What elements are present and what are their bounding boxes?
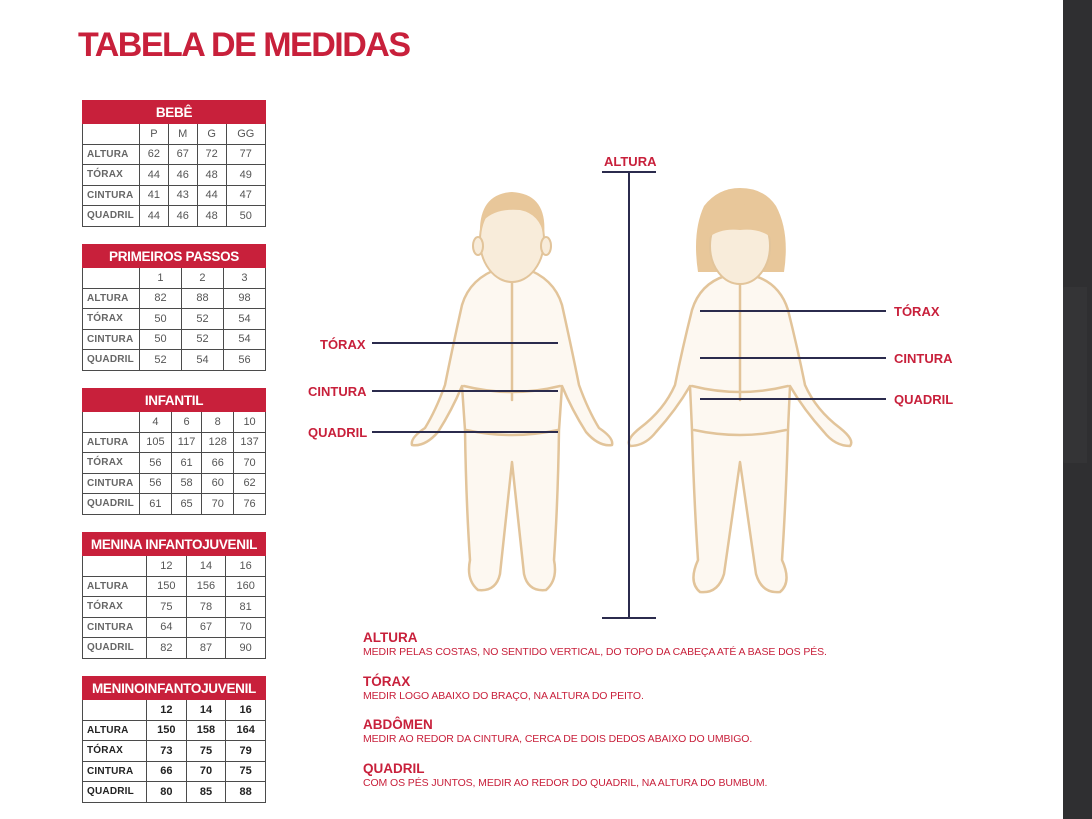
blank-cell <box>83 556 147 577</box>
table-row <box>83 720 266 741</box>
table-row <box>83 185 266 206</box>
size-cell: 1 <box>140 268 182 289</box>
value-cell: 54 <box>223 329 265 350</box>
value-cell: 88 <box>181 288 223 309</box>
description-heading: ABDÔMEN <box>363 717 433 732</box>
blank-cell <box>83 412 140 433</box>
row-label: ALTURA <box>83 288 140 309</box>
table-header: INFANTIL <box>83 389 266 412</box>
boy-figure <box>412 268 612 590</box>
description-heading: QUADRIL <box>363 761 425 776</box>
value-cell: 79 <box>226 741 266 762</box>
value-cell: 54 <box>223 309 265 330</box>
table-header: MENINOINFANTOJUVENIL <box>83 677 266 700</box>
girl-head <box>696 188 786 284</box>
measurement-diagram <box>300 140 980 630</box>
table-row <box>83 329 266 350</box>
size-cell: GG <box>226 124 265 145</box>
description-heading: ALTURA <box>363 630 418 645</box>
description-text: COM OS PÉS JUNTOS, MEDIR AO REDOR DO QUADRIL, NA ALTURA DO BUMBUM. <box>363 777 768 789</box>
table-row <box>83 144 266 165</box>
table-row <box>83 350 266 371</box>
row-label: QUADRIL <box>83 206 140 227</box>
size-table-primeiros-passos <box>82 244 266 371</box>
size-cell: P <box>140 124 169 145</box>
value-cell: 164 <box>226 720 266 741</box>
value-cell: 70 <box>186 761 226 782</box>
value-cell: 66 <box>202 453 234 474</box>
size-cell: 6 <box>171 412 201 433</box>
value-cell: 50 <box>140 309 182 330</box>
table-row <box>83 288 266 309</box>
value-cell: 70 <box>202 494 234 515</box>
value-cell: 75 <box>186 741 226 762</box>
blank-cell <box>83 700 147 721</box>
value-cell: 46 <box>168 165 197 186</box>
table-row <box>83 165 266 186</box>
value-cell: 75 <box>226 761 266 782</box>
value-cell: 44 <box>140 165 169 186</box>
value-cell: 52 <box>140 350 182 371</box>
value-cell: 58 <box>171 473 201 494</box>
value-cell: 67 <box>186 617 226 638</box>
value-cell: 72 <box>197 144 226 165</box>
row-label: ALTURA <box>83 720 147 741</box>
size-cell: 16 <box>226 700 266 721</box>
table-row <box>83 741 266 762</box>
value-cell: 76 <box>234 494 266 515</box>
size-cell: 14 <box>186 556 226 577</box>
value-cell: 105 <box>140 432 172 453</box>
value-cell: 156 <box>186 576 226 597</box>
size-cell: 12 <box>147 556 187 577</box>
value-cell: 66 <box>147 761 187 782</box>
value-cell: 62 <box>234 473 266 494</box>
table-row <box>83 638 266 659</box>
value-cell: 70 <box>226 617 266 638</box>
value-cell: 52 <box>181 329 223 350</box>
value-cell: 67 <box>168 144 197 165</box>
value-cell: 52 <box>181 309 223 330</box>
size-cell: 8 <box>202 412 234 433</box>
altura-label: ALTURA <box>604 154 657 169</box>
value-cell: 128 <box>202 432 234 453</box>
row-label: ALTURA <box>83 576 147 597</box>
value-cell: 61 <box>171 453 201 474</box>
description-quadril <box>363 761 767 789</box>
table-row <box>83 453 266 474</box>
size-cell: 10 <box>234 412 266 433</box>
side-panel <box>1063 0 1092 819</box>
row-label: TÓRAX <box>83 597 147 618</box>
value-cell: 137 <box>234 432 266 453</box>
value-cell: 54 <box>181 350 223 371</box>
table-row <box>83 597 266 618</box>
size-cell: 14 <box>186 700 226 721</box>
value-cell: 75 <box>147 597 187 618</box>
left-quadril-label: QUADRIL <box>308 425 368 440</box>
value-cell: 60 <box>202 473 234 494</box>
row-label: CINTURA <box>83 761 147 782</box>
value-cell: 48 <box>197 165 226 186</box>
size-table-bebe <box>82 100 266 227</box>
row-label: QUADRIL <box>83 782 147 803</box>
size-table-infantil <box>82 388 266 515</box>
description-text: MEDIR AO REDOR DA CINTURA, CERCA DE DOIS DEDOS ABAIXO DO UMBIGO. <box>363 733 753 745</box>
size-cell: G <box>197 124 226 145</box>
row-label: QUADRIL <box>83 638 147 659</box>
row-label: TÓRAX <box>83 453 140 474</box>
description-text: MEDIR LOGO ABAIXO DO BRAÇO, NA ALTURA DO PEITO. <box>363 690 644 702</box>
row-label: CINTURA <box>83 185 140 206</box>
row-label: ALTURA <box>83 144 140 165</box>
size-cell: M <box>168 124 197 145</box>
value-cell: 56 <box>140 473 172 494</box>
size-cell: 12 <box>147 700 187 721</box>
size-cell: 3 <box>223 268 265 289</box>
value-cell: 98 <box>223 288 265 309</box>
value-cell: 88 <box>226 782 266 803</box>
blank-cell <box>83 124 140 145</box>
size-cell: 4 <box>140 412 172 433</box>
description-torax <box>363 674 644 702</box>
value-cell: 158 <box>186 720 226 741</box>
row-label: CINTURA <box>83 473 140 494</box>
table-row <box>83 309 266 330</box>
table-header: MENINA INFANTOJUVENIL <box>83 533 266 556</box>
table-row <box>83 782 266 803</box>
value-cell: 43 <box>168 185 197 206</box>
row-label: TÓRAX <box>83 309 140 330</box>
value-cell: 65 <box>171 494 201 515</box>
value-cell: 61 <box>140 494 172 515</box>
value-cell: 44 <box>140 206 169 227</box>
value-cell: 44 <box>197 185 226 206</box>
table-row <box>83 576 266 597</box>
row-label: QUADRIL <box>83 350 140 371</box>
value-cell: 81 <box>226 597 266 618</box>
table-row <box>83 761 266 782</box>
value-cell: 80 <box>147 782 187 803</box>
value-cell: 85 <box>186 782 226 803</box>
row-label: CINTURA <box>83 617 147 638</box>
value-cell: 50 <box>226 206 265 227</box>
left-torax-label: TÓRAX <box>320 337 366 352</box>
row-label: TÓRAX <box>83 741 147 762</box>
right-quadril-label: QUADRIL <box>894 392 954 407</box>
description-heading: TÓRAX <box>363 674 411 689</box>
value-cell: 150 <box>147 576 187 597</box>
size-table-menina-infantojuvenil <box>82 532 266 659</box>
value-cell: 47 <box>226 185 265 206</box>
value-cell: 49 <box>226 165 265 186</box>
value-cell: 64 <box>147 617 187 638</box>
blank-cell <box>83 268 140 289</box>
table-row <box>83 494 266 515</box>
value-cell: 46 <box>168 206 197 227</box>
girl-figure <box>629 276 852 592</box>
value-cell: 117 <box>171 432 201 453</box>
description-text: MEDIR PELAS COSTAS, NO SENTIDO VERTICAL, DO TOPO DA CABEÇA ATÉ A BASE DOS PÉS. <box>363 646 827 658</box>
left-cintura-label: CINTURA <box>308 384 367 399</box>
value-cell: 82 <box>140 288 182 309</box>
right-torax-label: TÓRAX <box>894 304 940 319</box>
size-cell: 2 <box>181 268 223 289</box>
value-cell: 87 <box>186 638 226 659</box>
table-header: BEBÊ <box>83 101 266 124</box>
row-label: ALTURA <box>83 432 140 453</box>
value-cell: 90 <box>226 638 266 659</box>
page-title: TABELA DE MEDIDAS <box>78 26 410 64</box>
value-cell: 50 <box>140 329 182 350</box>
size-cell: 16 <box>226 556 266 577</box>
value-cell: 77 <box>226 144 265 165</box>
description-abdomen <box>363 717 752 745</box>
size-table-menino-infantojuvenil <box>82 676 266 803</box>
value-cell: 73 <box>147 741 187 762</box>
boy-head <box>473 192 551 282</box>
value-cell: 62 <box>140 144 169 165</box>
table-header: PRIMEIROS PASSOS <box>83 245 266 268</box>
table-row <box>83 206 266 227</box>
value-cell: 56 <box>140 453 172 474</box>
value-cell: 82 <box>147 638 187 659</box>
row-label: CINTURA <box>83 329 140 350</box>
value-cell: 56 <box>223 350 265 371</box>
table-row <box>83 432 266 453</box>
value-cell: 160 <box>226 576 266 597</box>
right-cintura-label: CINTURA <box>894 351 953 366</box>
table-row <box>83 617 266 638</box>
description-altura <box>363 630 827 658</box>
table-row <box>83 473 266 494</box>
value-cell: 70 <box>234 453 266 474</box>
side-panel-block <box>1063 287 1087 463</box>
row-label: QUADRIL <box>83 494 140 515</box>
row-label: TÓRAX <box>83 165 140 186</box>
value-cell: 78 <box>186 597 226 618</box>
value-cell: 41 <box>140 185 169 206</box>
altura-ruler <box>602 172 656 618</box>
value-cell: 150 <box>147 720 187 741</box>
value-cell: 48 <box>197 206 226 227</box>
